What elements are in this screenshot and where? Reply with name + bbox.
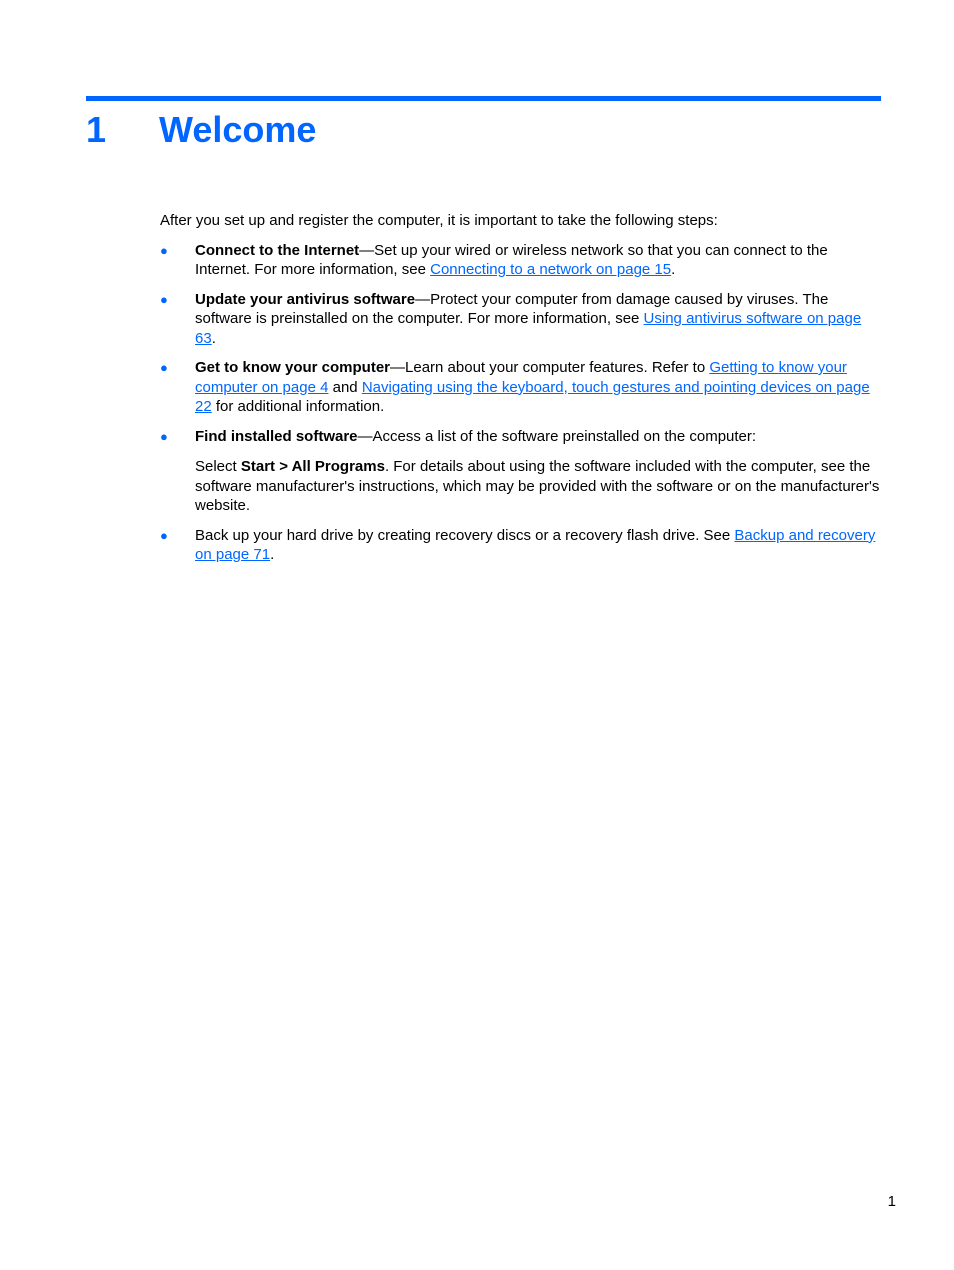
chapter-number: 1 [86,109,107,150]
steps-list [160,241,880,565]
item-text: . [270,546,275,563]
item-heading: Connect to the Internet [195,241,360,259]
link-navigating-keyboard[interactable]: Navigating using the keyboard, touch gestures and pointing devices on page 22 [195,378,870,415]
chapter-title: Welcome [159,109,317,150]
item-text: . [211,329,216,347]
item-text: for additional information. [211,398,385,415]
chapter-rule [86,96,881,101]
list-item-connect-internet [160,241,880,280]
list-item-find-software [160,427,880,516]
list-item-know-computer [160,358,880,417]
list-item-backup [160,526,880,565]
item-text: —Protect your computer from damage caused by viruses. The software is preinstalled on the computer. For more information, see [195,290,829,327]
link-antivirus-software[interactable]: Using antivirus software on page 63 [195,310,862,347]
sub-paragraph [195,457,880,516]
list-item-update-antivirus [160,290,880,349]
item-text: and [328,378,362,396]
item-text: —Set up your wired or wireless network so that you can connect to the Internet. For more information, see [195,241,828,278]
sub-text: Select [195,458,241,475]
bullet-icon: ● [160,428,168,444]
item-text: —Learn about your computer features. Refer to [390,359,710,376]
bullet-icon: ● [160,291,168,307]
bullet-icon: ● [160,242,168,258]
menu-path: Start > All Programs [240,458,385,475]
item-heading: Find installed software [195,427,358,445]
page-number: 1 [887,1193,896,1210]
item-heading: Get to know your computer [195,359,391,376]
chapter-body [160,211,880,575]
intro-paragraph: After you set up and register the computer, it is important to take the following steps: [160,212,718,229]
link-backup-recovery[interactable]: Backup and recovery on page 71 [195,526,876,563]
sub-text: . For details about using the software included with the computer, see the software manufacturer's instructions, which may be provided with the software or on the manufacturer's website. [195,458,880,514]
link-connecting-network[interactable]: Connecting to a network on page 15 [430,261,672,278]
item-text: . [671,261,676,278]
item-text: Back up your hard drive by creating recovery discs or a recovery flash drive. See [195,526,735,544]
link-getting-to-know[interactable]: Getting to know your computer on page 4 [195,359,847,396]
bullet-icon: ● [160,527,168,543]
item-text: —Access a list of the software preinstalled on the computer: [357,427,757,445]
bullet-icon: ● [160,360,168,375]
item-heading: Update your antivirus software [195,290,416,308]
